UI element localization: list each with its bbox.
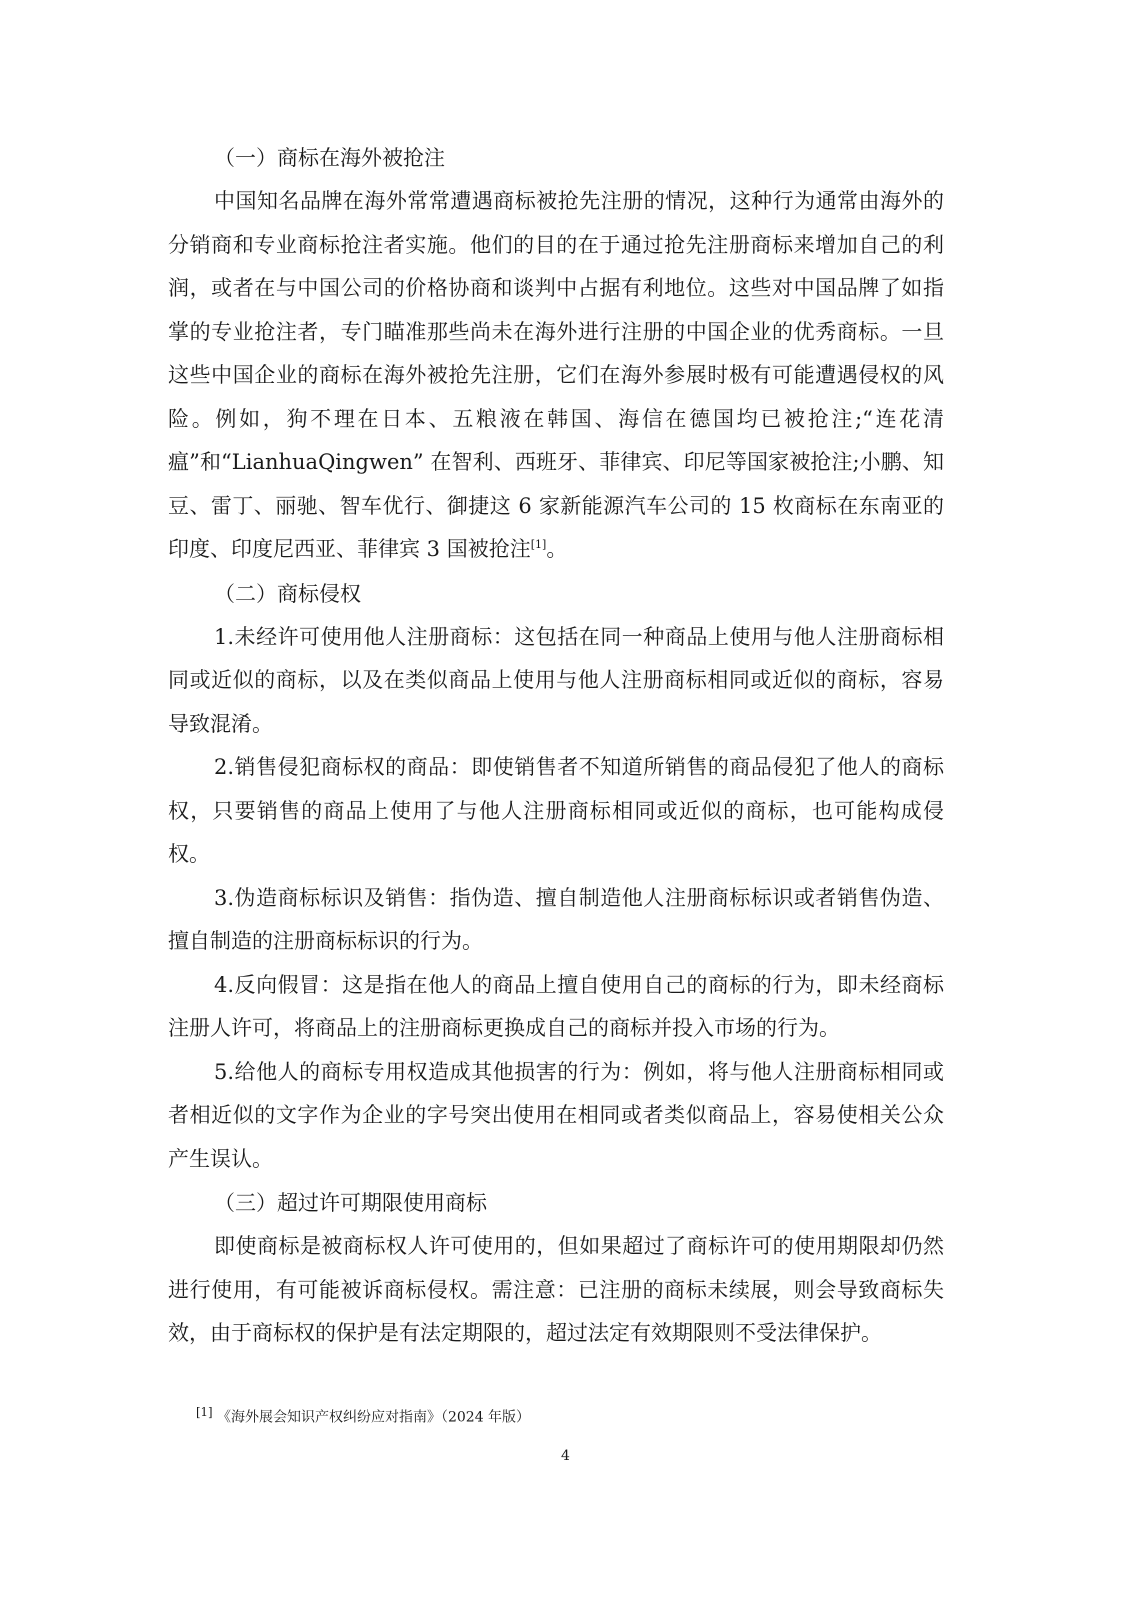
- list-item-infringement-1: 1.未经许可使用他人注册商标：这包括在同一种商品上使用与他人注册商标相同或近似的商标，以及在类似商品上使用与他人注册商标相同或近似的商标，容易导致混淆。: [168, 624, 944, 736]
- section-heading-2: （二）商标侵权: [214, 581, 361, 606]
- paragraph-text: 中国知名品牌在海外常常遭遇商标被抢先注册的情况，这种行为通常由海外的分销商和专业商标抢注者实施。他们的目的在于通过抢先注册商标来增加自己的利润，或者在与中国公司的价格协商和谈判中占据有利地位。这些对中国品牌了如指掌的专业抢注者，专门瞄准那些尚未在海外进行注册的中国企业的优秀商标。一旦这些中国企业的商标在海外被抢先注册，它们在海外参展时极有可能遭遇侵权的风险。例如，狗不理在日本、五粮液在韩国、海信在德国均已被抢注;“连花清瘟”和“LianhuaQingwen” 在智利、西班牙、菲律宾、印尼等国家被抢注;小鹏、知豆、雷丁、丽驰、智车优行、御捷这 6 家新能源汽车公司的 15 枚商标在东南亚的印度、印度尼西亚、菲律宾 3 国被抢注: [168, 189, 944, 561]
- paragraph-license-expiry: 即使商标是被商标权人许可使用的，但如果超过了商标许可的使用期限却仍然进行使用，有可能被诉商标侵权。需注意：已注册的商标未续展，则会导致商标失效，由于商标权的保护是有法定期限的，超过法定有效期限则不受法律保护。: [168, 1234, 944, 1345]
- footnote-marker: [1]: [196, 1405, 213, 1419]
- footnote-reference[interactable]: [1]: [530, 538, 547, 551]
- list-item-infringement-3: 3.伪造商标标识及销售：指伪造、擅自制造他人注册商标标识或者销售伪造、擅自制造的注册商标标识的行为。: [168, 885, 944, 953]
- page-number: 4: [561, 1448, 570, 1464]
- body-text: [168, 136, 944, 1356]
- section-heading-1: （一）商标在海外被抢注: [214, 146, 445, 170]
- list-item-infringement-2: 2.销售侵犯商标权的商品：即使销售者不知道所销售的商品侵犯了他人的商标权，只要销售的商品上使用了与他人注册商标相同或近似的商标，也可能构成侵权。: [168, 755, 944, 866]
- footnote: [196, 1401, 936, 1429]
- list-item-infringement-5: 5.给他人的商标专用权造成其他损害的行为：例如，将与他人注册商标相同或者相近似的文字作为企业的字号突出使用在相同或者类似商品上，容易使相关公众产生误认。: [168, 1059, 944, 1171]
- list-item-infringement-4: 4.反向假冒：这是指在他人的商品上擅自使用自己的商标的行为，即未经商标注册人许可，将商品上的注册商标更换成自己的商标并投入市场的行为。: [168, 972, 944, 1040]
- paragraph-end-punctuation: 。: [546, 537, 568, 561]
- section-heading-3: （三）超过许可期限使用商标: [214, 1191, 487, 1215]
- paragraph-trademark-squatting: [168, 180, 944, 572]
- footnote-text: 《海外展会知识产权纠纷应对指南》（2024 年版）: [216, 1409, 531, 1426]
